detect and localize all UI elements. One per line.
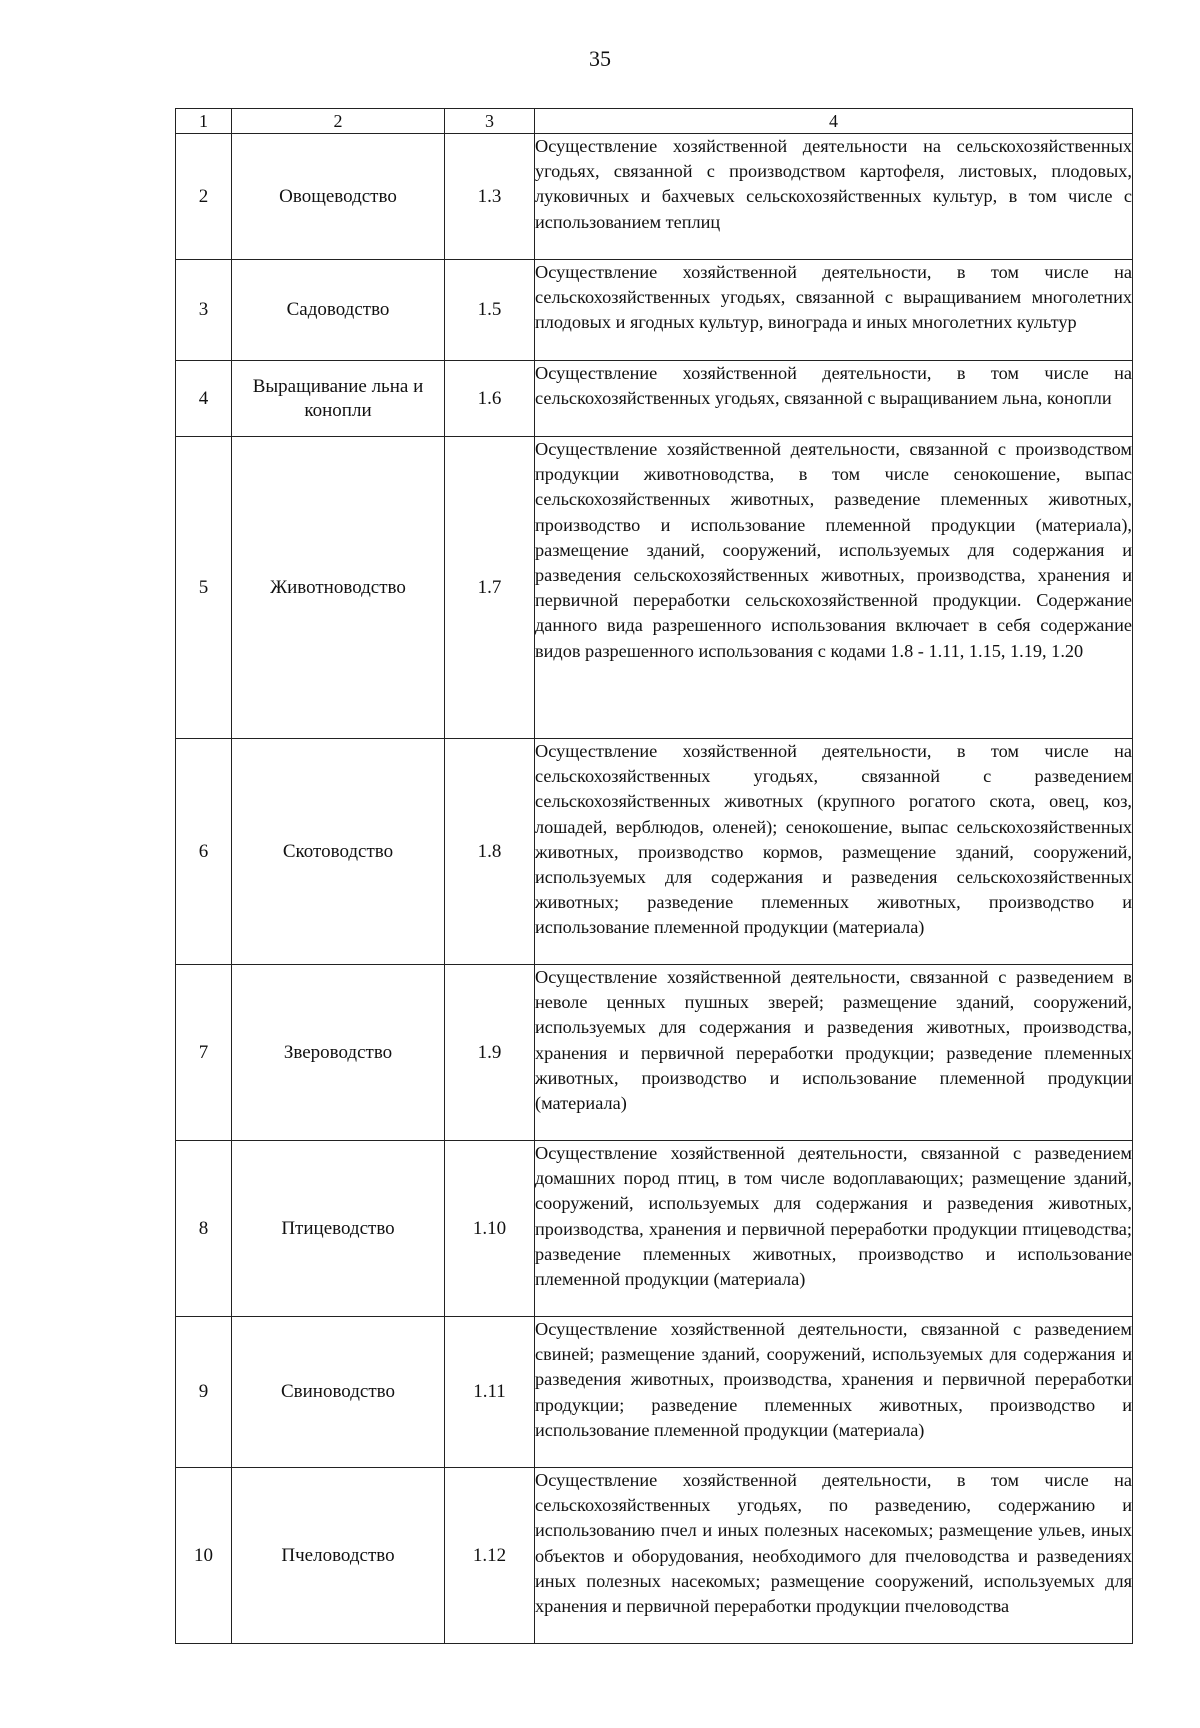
row-number: 4 bbox=[176, 361, 232, 437]
table-row bbox=[176, 739, 1133, 965]
use-type-description: Осуществление хозяйственной деятельности, в том числе на сельскохозяйственных угодьях, связанной с выращиванием многолетних плодовых и ягодных культур, винограда и иных многолетних культур bbox=[535, 260, 1133, 361]
use-type-code: 1.11 bbox=[445, 1317, 535, 1468]
use-type-name: Звероводство bbox=[232, 965, 445, 1141]
use-type-code: 1.12 bbox=[445, 1468, 535, 1644]
use-type-description: Осуществление хозяйственной деятельности, связанной с разведением свиней; размещение зданий, сооружений, используемых для содержания и разведения животных, производства, хранения и первичной переработки продукции; разведение племенных животных, производство и использование племенной продукции (материала) bbox=[535, 1317, 1133, 1468]
use-type-description: Осуществление хозяйственной деятельности, в том числе на сельскохозяйственных угодьях, связанной с разведением сельскохозяйственных животных (крупного рогатого скота, овец, коз, лошадей, верблюдов, оленей); сенокошение, выпас сельскохозяйственных животных, производство кормов, размещение зданий, сооружений, используемых для содержания и разведения сельскохозяйственных животных; разведение племенных животных, производство и использование племенной продукции (материала) bbox=[535, 739, 1133, 965]
use-type-name: Свиноводство bbox=[232, 1317, 445, 1468]
row-number: 5 bbox=[176, 437, 232, 739]
use-type-description: Осуществление хозяйственной деятельности, связанной с разведением домашних пород птиц, в том числе водоплавающих; размещение зданий, сооружений, используемых для содержания и разведения животных, производства, хранения и первичной переработки продукции птицеводства; разведение племенных животных, производство и использование племенной продукции (материала) bbox=[535, 1141, 1133, 1317]
table-row bbox=[176, 134, 1133, 260]
use-type-name: Скотоводство bbox=[232, 739, 445, 965]
table-header-row bbox=[176, 109, 1133, 134]
use-type-code: 1.10 bbox=[445, 1141, 535, 1317]
column-header-4: 4 bbox=[535, 109, 1133, 134]
use-type-name: Садоводство bbox=[232, 260, 445, 361]
use-type-code: 1.7 bbox=[445, 437, 535, 739]
use-type-description: Осуществление хозяйственной деятельности, связанной с разведением в неволе ценных пушных зверей; размещение зданий, сооружений, используемых для содержания и разведения животных, производства, хранения и первичной переработки продукции; разведение племенных животных, производство и использование племенной продукции (материала) bbox=[535, 965, 1133, 1141]
table-row bbox=[176, 437, 1133, 739]
row-number: 2 bbox=[176, 134, 232, 260]
column-header-2: 2 bbox=[232, 109, 445, 134]
table-row bbox=[176, 361, 1133, 437]
use-type-code: 1.6 bbox=[445, 361, 535, 437]
row-number: 10 bbox=[176, 1468, 232, 1644]
use-type-name: Овощеводство bbox=[232, 134, 445, 260]
use-type-description: Осуществление хозяйственной деятельности, в том числе на сельскохозяйственных угодьях, по разведению, содержанию и использованию пчел и иных полезных насекомых; размещение ульев, иных объектов и оборудования, необходимого для пчеловодства и разведениях иных полезных насекомых; размещение сооружений, используемых для хранения и первичной переработки продукции пчеловодства bbox=[535, 1468, 1133, 1644]
table-row bbox=[176, 1141, 1133, 1317]
use-type-code: 1.8 bbox=[445, 739, 535, 965]
column-header-1: 1 bbox=[176, 109, 232, 134]
use-type-name: Пчеловодство bbox=[232, 1468, 445, 1644]
table-row bbox=[176, 965, 1133, 1141]
use-type-code: 1.3 bbox=[445, 134, 535, 260]
use-type-code: 1.9 bbox=[445, 965, 535, 1141]
use-type-name: Животноводство bbox=[232, 437, 445, 739]
row-number: 7 bbox=[176, 965, 232, 1141]
row-number: 3 bbox=[176, 260, 232, 361]
table-row bbox=[176, 260, 1133, 361]
table-row bbox=[176, 1468, 1133, 1644]
row-number: 9 bbox=[176, 1317, 232, 1468]
use-type-name: Птицеводство bbox=[232, 1141, 445, 1317]
use-type-name: Выращивание льна и конопли bbox=[232, 361, 445, 437]
use-type-description: Осуществление хозяйственной деятельности, связанной с производством продукции животноводства, в том числе сенокошение, выпас сельскохозяйственных животных, разведение племенных животных, производство и использование племенной продукции (материала), размещение зданий, сооружений, используемых для содержания и разведения сельскохозяйственных животных, производства, хранения и первичной переработки сельскохозяйственной продукции. Содержание данного вида разрешенного использования включает в себя содержание видов разрешенного использования с кодами 1.8 - 1.11, 1.15, 1.19, 1.20 bbox=[535, 437, 1133, 739]
land-use-table bbox=[175, 108, 1133, 1644]
column-header-3: 3 bbox=[445, 109, 535, 134]
row-number: 8 bbox=[176, 1141, 232, 1317]
use-type-code: 1.5 bbox=[445, 260, 535, 361]
table-row bbox=[176, 1317, 1133, 1468]
row-number: 6 bbox=[176, 739, 232, 965]
page-number: 35 bbox=[589, 46, 611, 71]
use-type-description: Осуществление хозяйственной деятельности, в том числе на сельскохозяйственных угодьях, связанной с выращиванием льна, конопли bbox=[535, 361, 1133, 437]
use-type-description: Осуществление хозяйственной деятельности на сельскохозяйственных угодьях, связанной с производством картофеля, листовых, плодовых, луковичных и бахчевых сельскохозяйственных культур, в том числе с использованием теплиц bbox=[535, 134, 1133, 260]
